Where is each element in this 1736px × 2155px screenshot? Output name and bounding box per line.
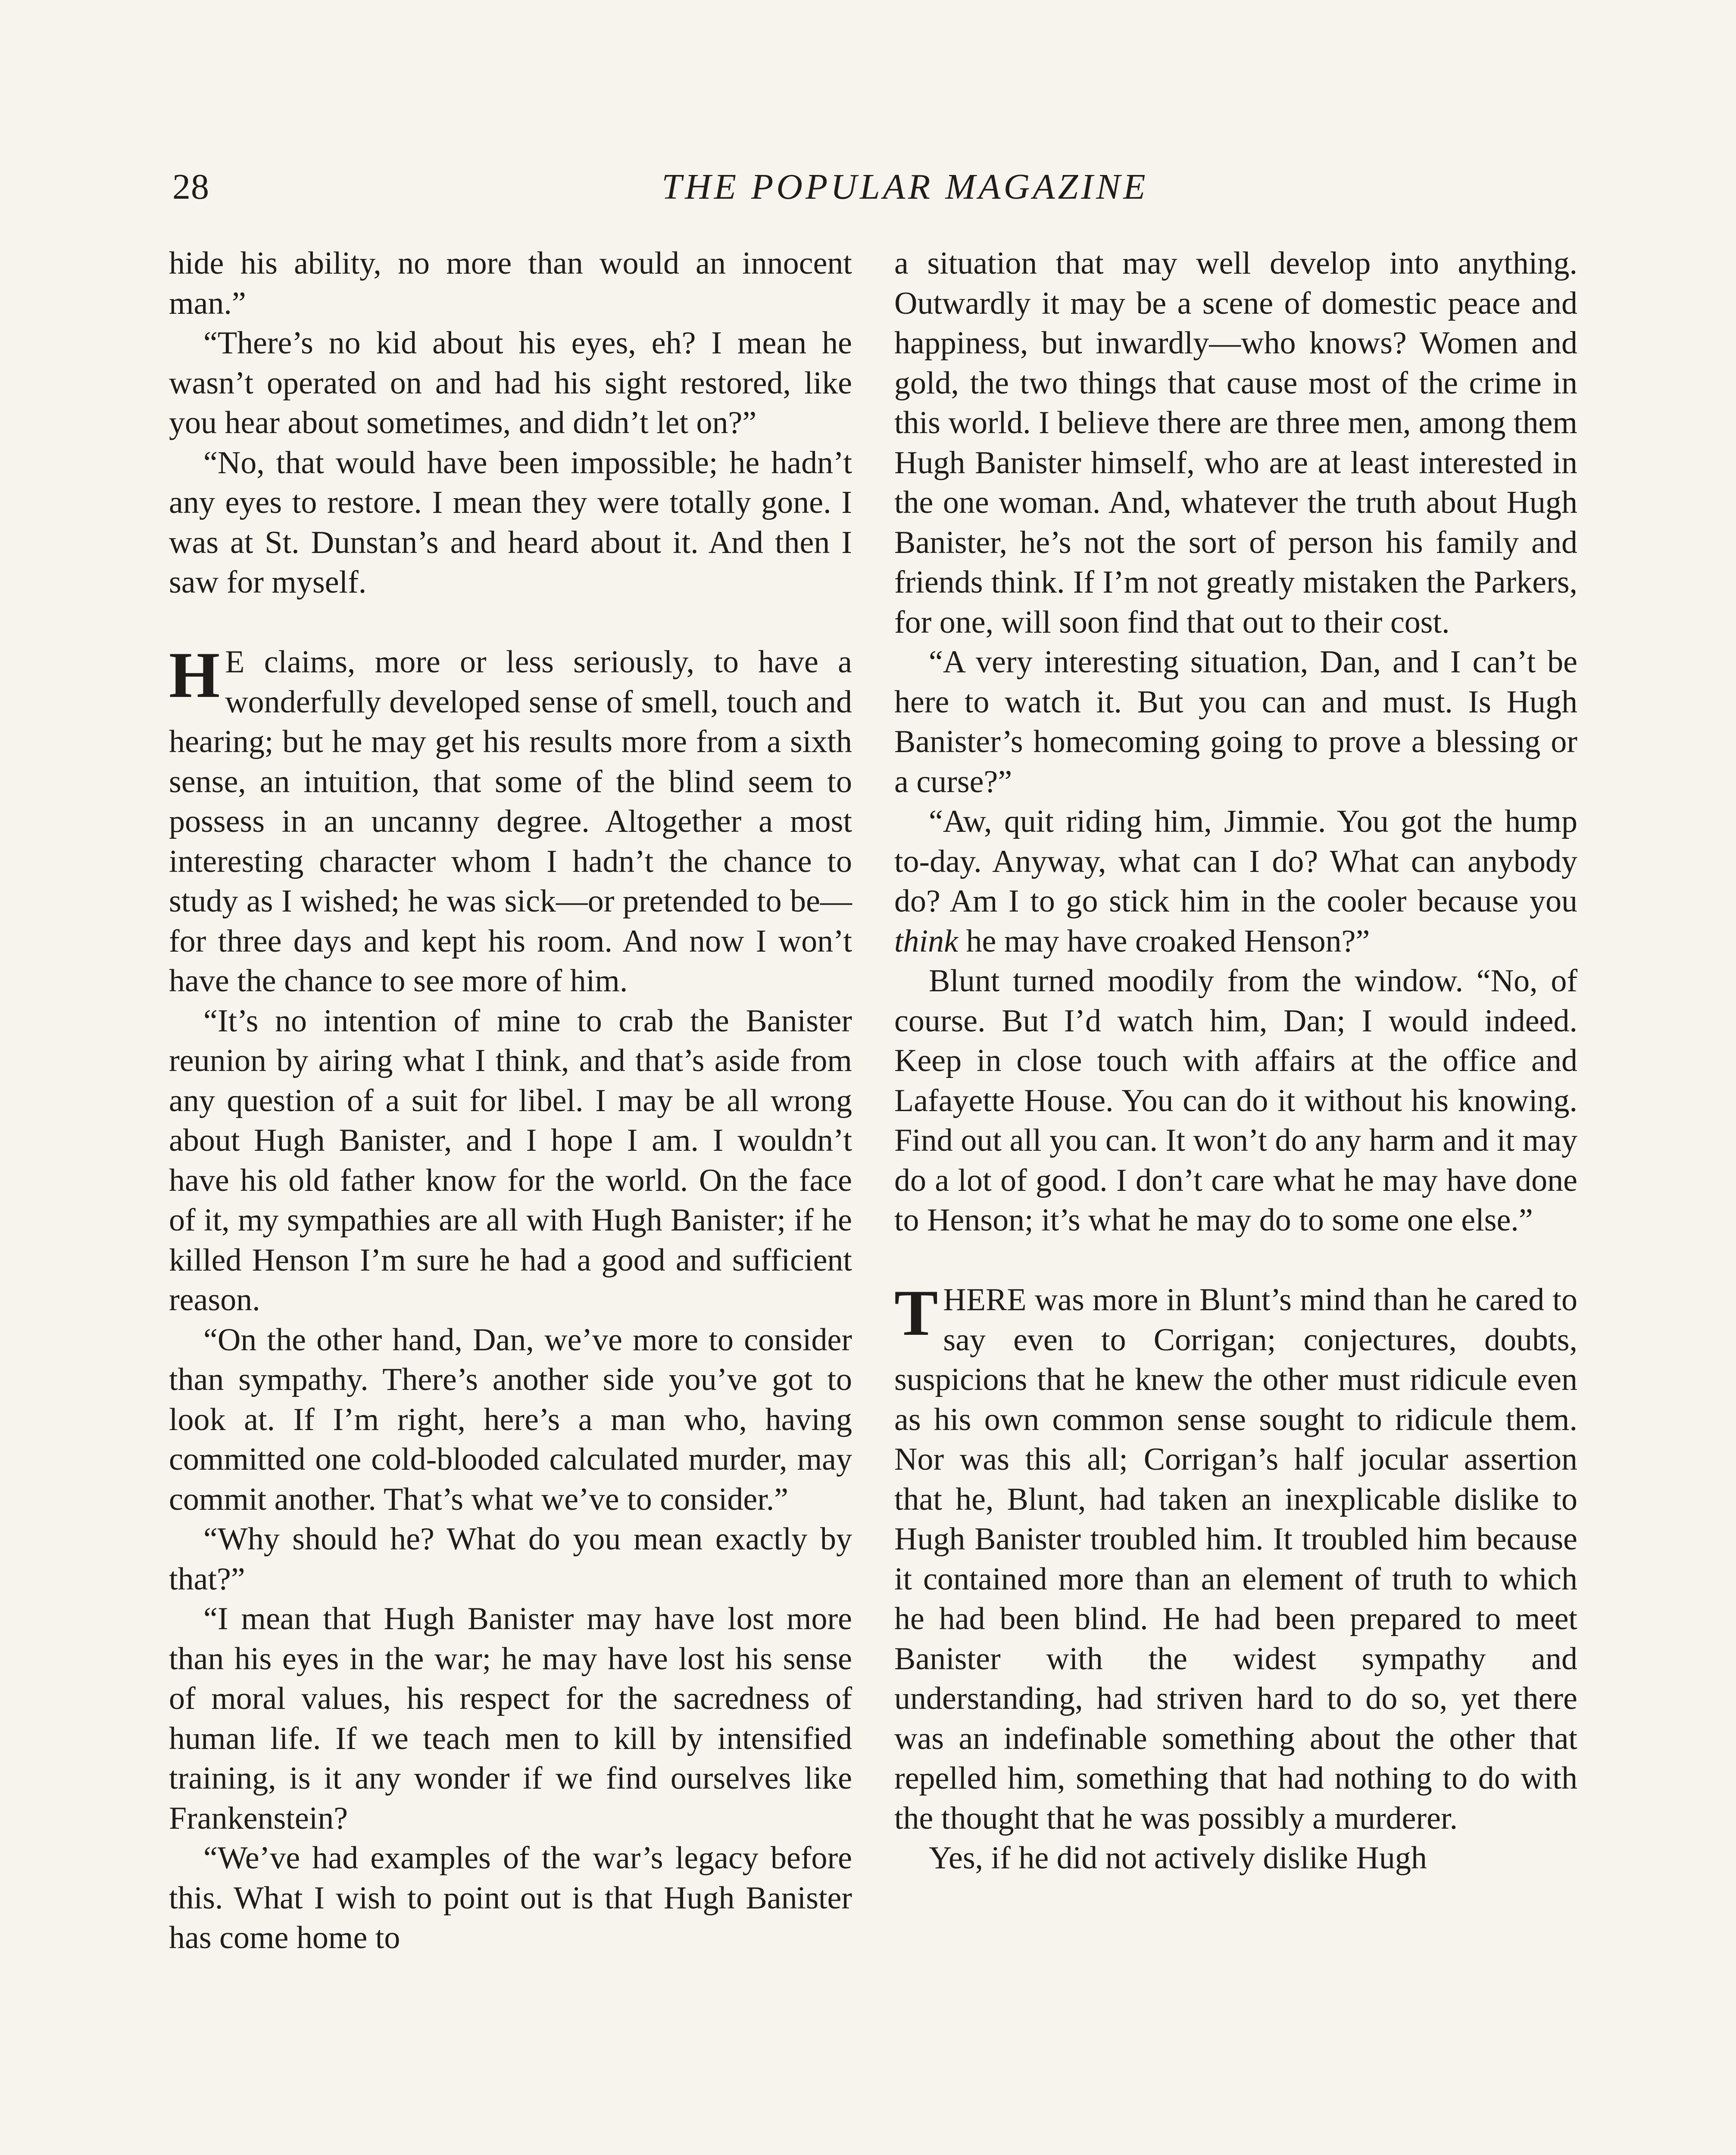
paragraph: “No, that would have been impossible; he hadn’t any eyes to restore. I mean they were totally gone. I was at St. Dunstan’s and heard about it. And then I saw for myself. xyxy=(169,445,852,600)
paragraph: Yes, if he did not actively dislike Hugh xyxy=(929,1840,1427,1876)
running-head: THE POPULAR MAGAZINE xyxy=(662,167,1149,207)
right-column xyxy=(894,244,1577,1878)
section-paragraph xyxy=(169,639,852,1001)
paragraph: “On the other hand, Dan, we’ve more to consider than sympathy. There’s another side you’ve got to look at. If I’m right, here’s a man who, having committed one cold-blooded calculated murder, may commit another. That’s what we’ve to consider.” xyxy=(169,1322,852,1517)
left-column xyxy=(169,244,852,1958)
paragraph-text: HERE was more in Blunt’s mind than he cared to say even to Corrigan; conjectures, doubts, suspicions that he knew the other must ridicule even as his own common sense sought to ridicule them. Nor was this all; Corrigan’s half jocular assertion that he, Blunt, had taken an inexplicable dislike to Hugh Banister troubled him. It troubled him because it contained more than an element of truth to which he had been blind. He had been prepared to meet Banister with the widest sympathy and understanding, had striven hard to do so, yet there was an indefinable something about the other that repelled him, something that had nothing to do with the thought that he was possibly a murderer. xyxy=(894,1282,1577,1836)
paragraph: “It’s no intention of mine to crab the Banister reunion by airing what I think, and that’s aside from any question of a suit for libel. I may be all wrong about Hugh Banister, and I hope I am. I wouldn’t have his old father know for the world. On the face of it, my sympathies are all with Hugh Banister; if he killed Henson I’m sure he had a good and sufficient reason. xyxy=(169,1003,852,1318)
paragraph: a situation that may well develop into anything. Outwardly it may be a scene of domestic peace and happiness, but inwardly—who knows? Women and gold, the two things that cause most of the crime in this world. I believe there are three men, among them Hugh Banister himself, who are at least interested in the one woman. And, whatever the truth about Hugh Banister, he’s not the sort of person his family and friends think. If I’m not greatly mistaken the Parkers, for one, will soon find that out to their cost. xyxy=(894,246,1577,640)
paragraph: “Why should he? What do you mean exactly by that?” xyxy=(169,1521,852,1597)
paragraph-text: E claims, more or less seriously, to have a wonderfully developed sense of smell, touch and hearing; but he may get his results more from a sixth sense, an intuition, that some of the blind seem to possess in an uncanny degree. Altogether a most interesting character whom I hadn’t the chance to study as I wished; he was sick—or pretended to be—for three days and kept his room. And now I won’t have the chance to see more of him. xyxy=(169,644,852,999)
paragraph: hide his ability, no more than would an innocent man.” xyxy=(169,246,852,321)
paragraph: “We’ve had examples of the war’s legacy before this. What I wish to point out is that Hugh Banister has come home to xyxy=(169,1840,852,1955)
drop-cap: T xyxy=(894,1277,938,1349)
paragraph: “A very interesting situation, Dan, and I can’t be here to watch it. But you can and must. Is Hugh Banister’s homecoming going to prove a blessing or a curse?” xyxy=(894,644,1577,800)
paragraph: Blunt turned moodily from the window. “No, of course. But I’d watch him, Dan; I would indeed. Keep in close touch with affairs at the office and Lafayette House. You can do it without his knowing. Find out all you can. It won’t do any harm and it may do a lot of good. I don’t care what he may have done to Henson; it’s what he may do to some one else.” xyxy=(894,963,1577,1238)
paragraph-text: he may have croaked Henson?” xyxy=(958,923,1370,959)
section-paragraph xyxy=(894,1277,1577,1838)
page-number: 28 xyxy=(172,167,209,207)
paragraph-text: “Aw, quit riding him, Jimmie. You got the hump to-day. Anyway, what can I do? What can anybody do? Am I to go stick him in the cooler because you xyxy=(894,804,1577,919)
paragraph xyxy=(894,802,1577,961)
paragraph: “I mean that Hugh Banister may have lost more than his eyes in the war; he may have lost his sense of moral values, his respect for the sacredness of human life. If we teach men to kill by intensified training, is it any wonder if we find ourselves like Frankenstein? xyxy=(169,1601,852,1836)
paragraph: “There’s no kid about his eyes, eh? I mean he wasn’t operated on and had his sight restored, like you hear about sometimes, and didn’t let on?” xyxy=(169,325,852,440)
drop-cap: H xyxy=(169,639,220,711)
emphasis-text: think xyxy=(894,923,958,959)
